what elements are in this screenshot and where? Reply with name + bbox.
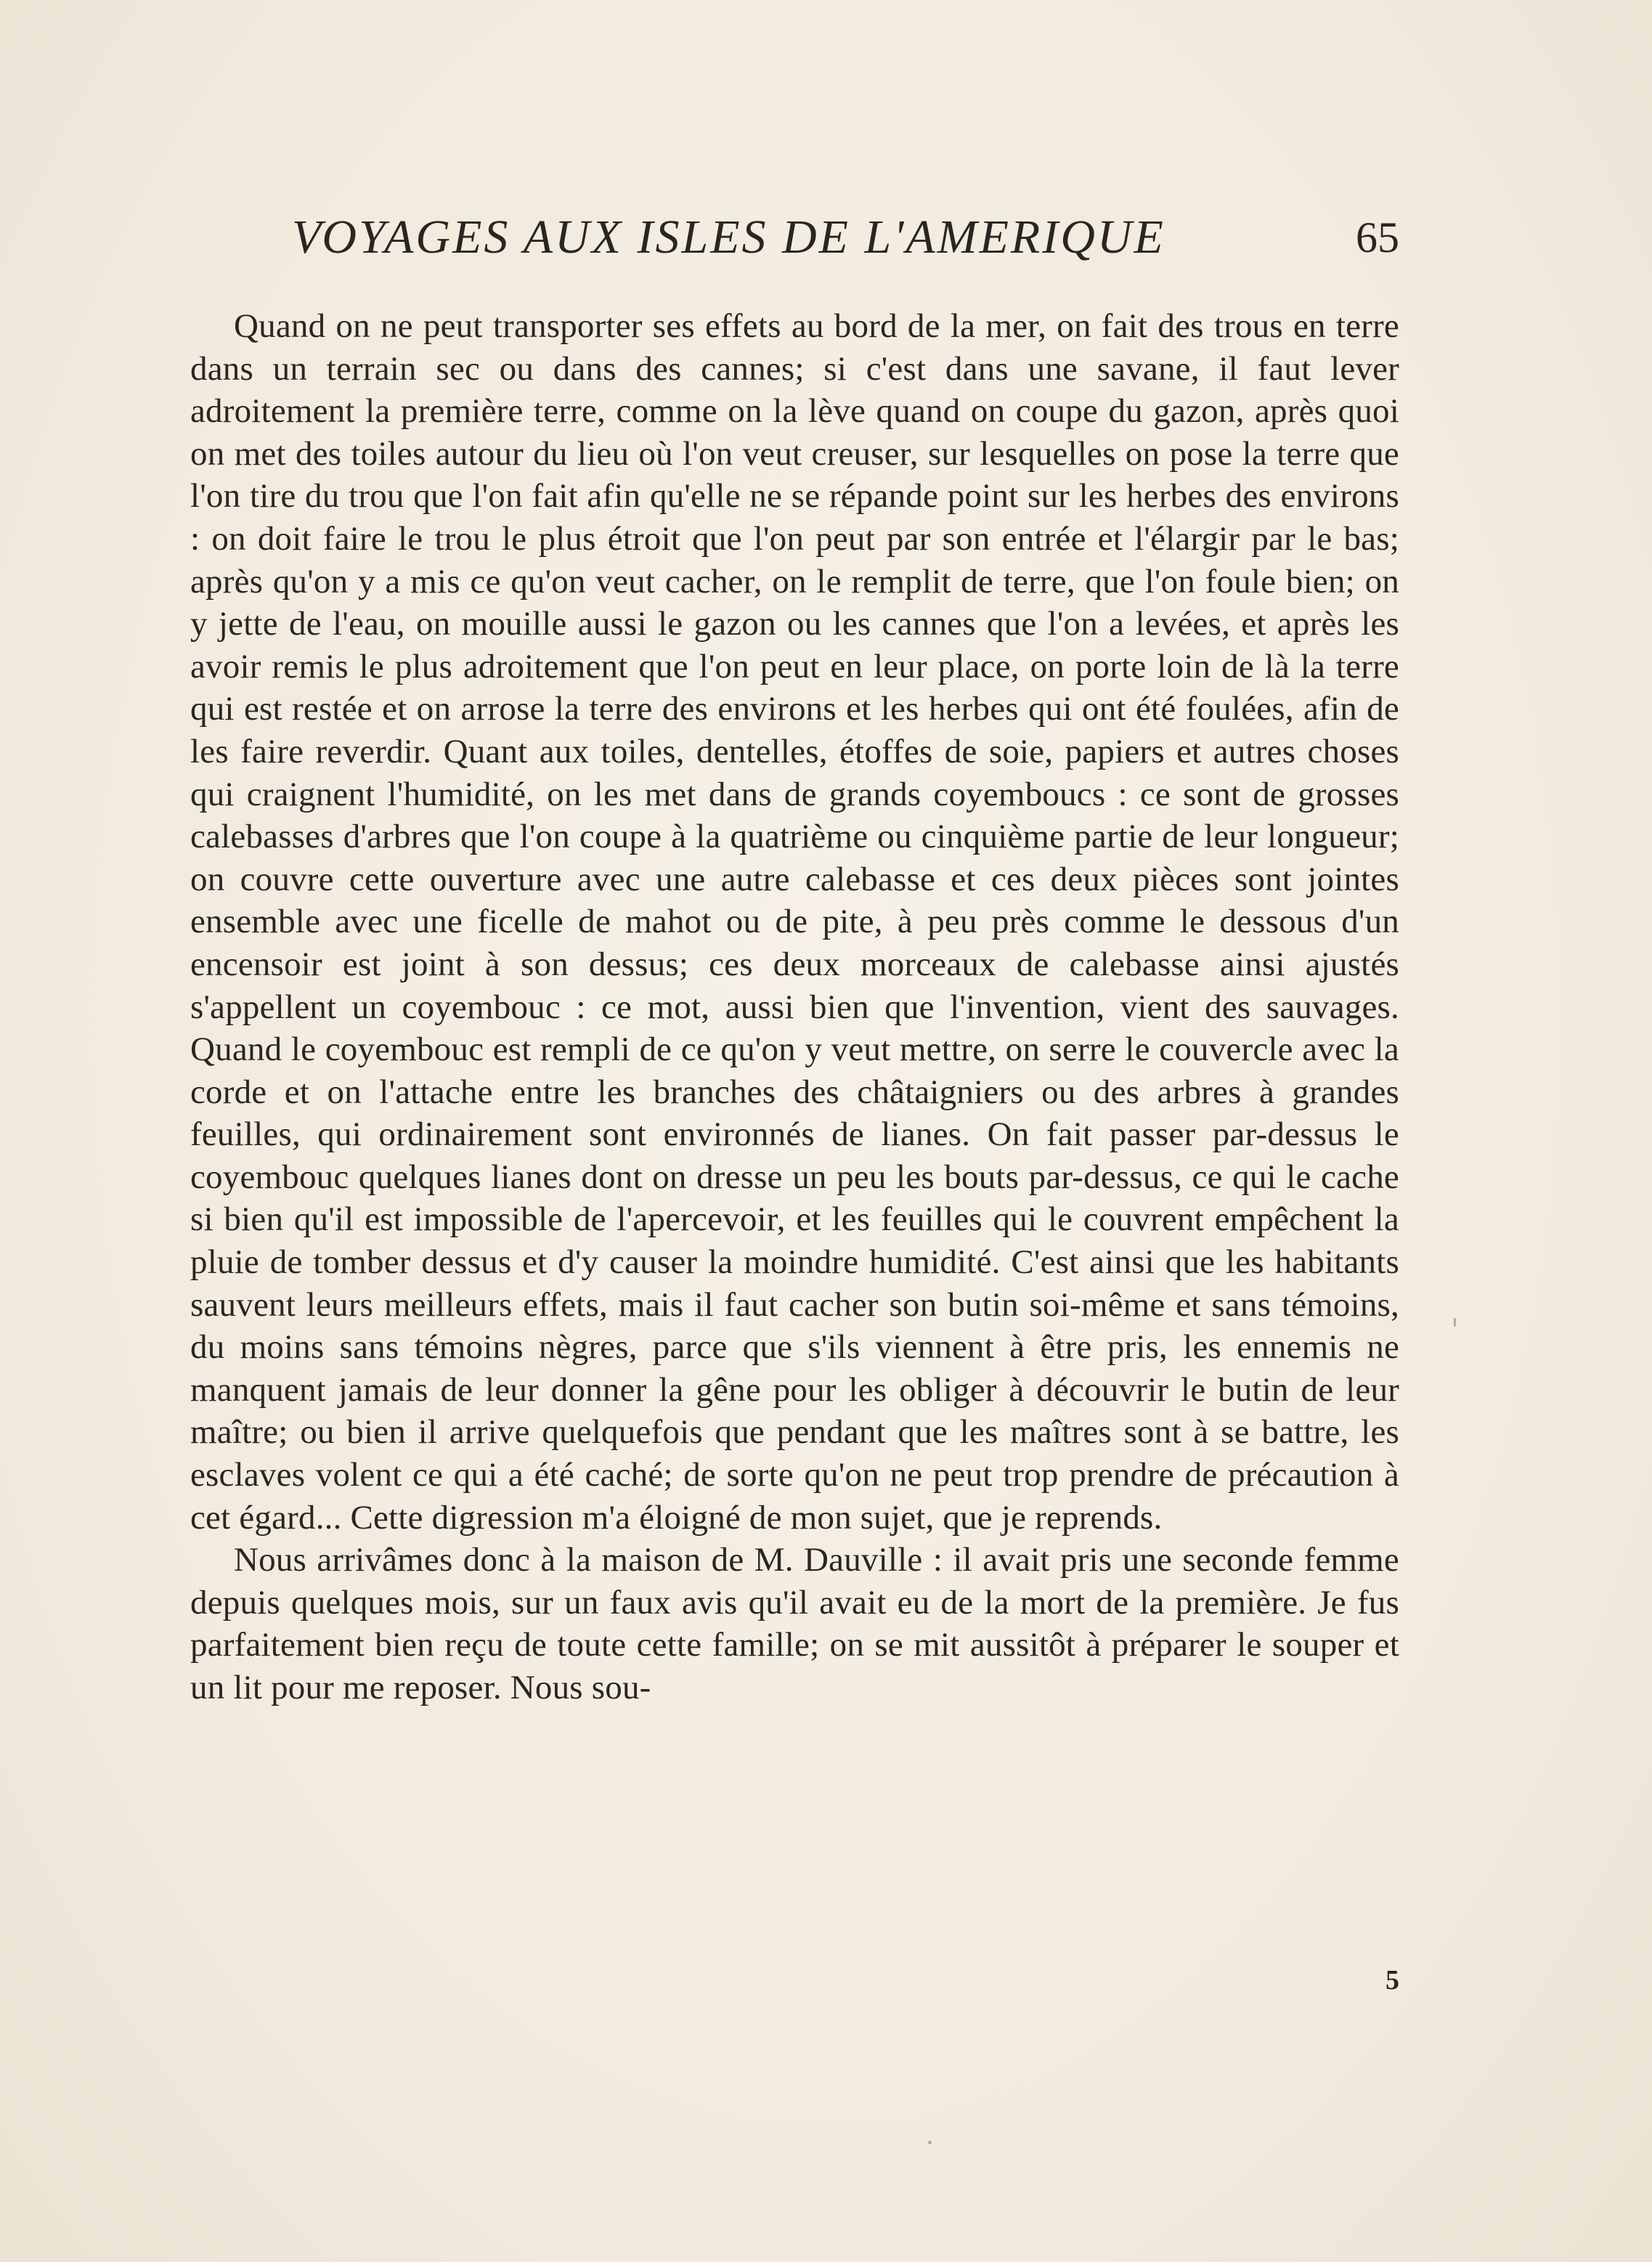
paper-speck	[928, 2141, 932, 2144]
page-number: 65	[1356, 213, 1399, 261]
running-title: VOYAGES AUX ISLES DE L'AMERIQUE	[292, 211, 1165, 264]
paragraph-2: Nous arrivâmes donc à la maison de M. Dauville : il avait pris une seconde femme depuis quelques mois, sur un faux avis qu'il avait eu de la mort de la première. Je fus parfaitement bien reçu de toute cette famille; on se mit aussitôt à préparer le souper et un lit pour me reposer. Nous sou-	[190, 1541, 1399, 1706]
body-text	[190, 305, 1399, 1709]
running-head	[190, 205, 1399, 270]
paragraph-1: Quand on ne peut transporter ses effets au bord de la mer, on fait des trous en terre dans un terrain sec ou dans des cannes; si c'est dans une savane, il faut lever adroitement la première terre, comme on la lève quand on coupe du gazon, après quoi on met des toiles autour du lieu où l'on veut creuser, sur lesquelles on pose la terre que l'on tire du trou que l'on fait afin qu'elle ne se répande point sur les herbes des environs : on doit faire le trou le plus étroit que l'on peut par son entrée et l'élargir par le bas; après qu'on y a mis ce qu'on veut cacher, on le remplit de terre, que l'on foule bien; on y jette de l'eau, on mouille aussi le gazon ou les cannes que l'on a levées, et après les avoir remis le plus adroitement que l'on peut en leur place, on porte loin de là la terre qui est restée et on arrose la terre des environs et les herbes qui ont été foulées, afin de les faire reverdir. Quant aux toiles, dentelles, étoffes de soie, papiers et autres choses qui craignent l'humidité, on les met dans de grands coyemboucs : ce sont de grosses calebasses d'arbres que l'on coupe à la quatrième ou cinquième partie de leur longueur; on couvre cette ouverture avec une autre calebasse et ces deux pièces sont jointes ensemble avec une ficelle de mahot ou de pite, à peu près comme le dessous d'un encensoir est joint à son dessus; ces deux morceaux de calebasse ainsi ajustés s'appellent un coyembouc : ce mot, aussi bien que l'invention, vient des sauvages. Quand le coyembouc est rempli de ce qu'on y veut mettre, on serre le couvercle avec la corde et on l'attache entre les branches des châtaigniers ou des arbres à grandes feuilles, qui ordinairement sont environnés de lianes. On fait passer par-dessus le coyembouc quelques lianes dont on dresse un peu les bouts par-dessus, ce qui le cache si bien qu'il est impossible de l'apercevoir, et les feuilles qui le couvrent empêchent la pluie de tomber dessus et d'y causer la moindre humidité. C'est ainsi que les habitants sauvent leurs meilleurs effets, mais il faut cacher son butin soi-même et sans témoins, du moins sans témoins nègres, parce que s'ils viennent à être pris, les ennemis ne manquent jamais de leur donner la gêne pour les obliger à découvrir le butin de leur maître; ou bien il arrive quelquefois que pendant que les maîtres sont à se battre, les esclaves volent ce qui a été caché; de sorte qu'on ne peut trop prendre de précaution à cet égard... Cette digression m'a éloigné de mon sujet, que je reprends.	[190, 307, 1399, 1537]
signature-mark: 5	[1386, 1965, 1399, 1995]
paper-speck	[1454, 1318, 1456, 1327]
